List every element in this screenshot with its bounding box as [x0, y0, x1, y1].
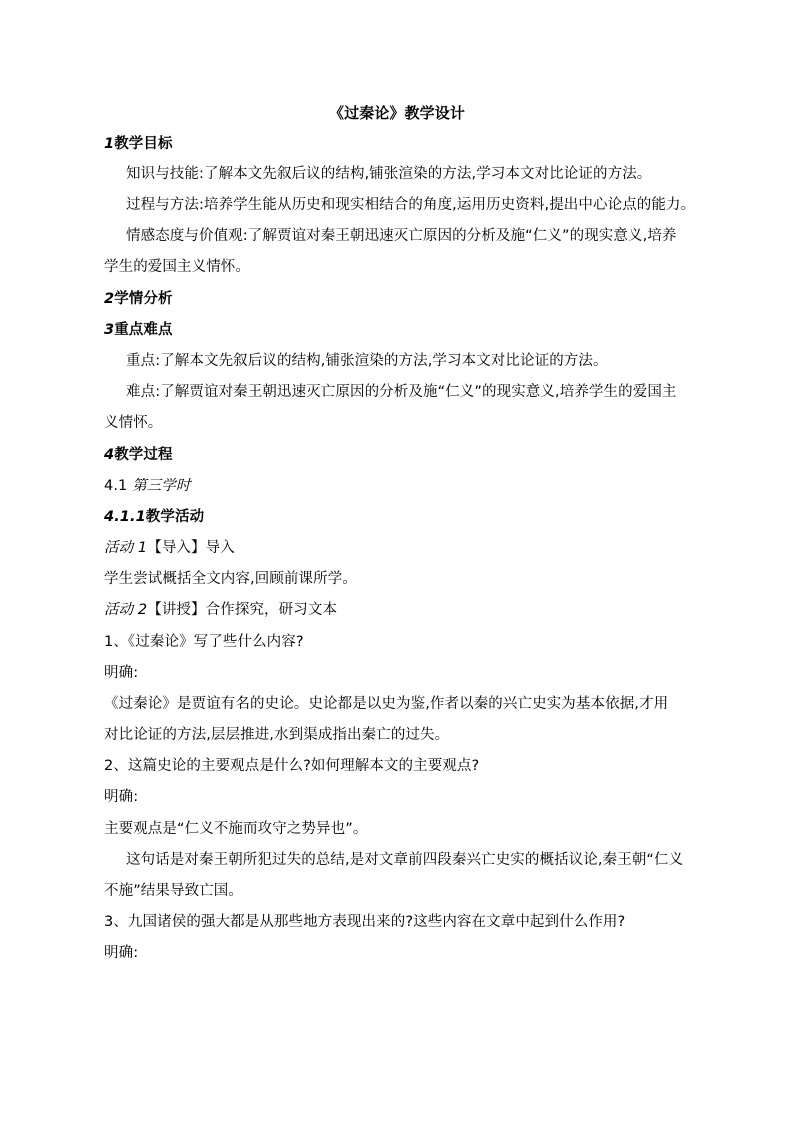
section-1-number: 1: [104, 136, 115, 152]
section-4-1-1-number: 4.1.1: [104, 509, 146, 525]
paragraph-process-method: 过程与方法:培养学生能从历史和现实相结合的角度,运用历史资料,提出中心论点的能力。: [126, 197, 696, 213]
question-3: 3、九国诸侯的强大都是从那些地方表现出来的?这些内容在文章中起到什么作用?: [104, 914, 626, 930]
section-4-title: 教学过程: [114, 447, 173, 463]
answer-1-line-1: 《过秦论》是贾谊有名的史论。史论都是以史为鉴,作者以秦的兴亡史实为基本依据,才用: [104, 696, 669, 712]
document-title: 《过秦论》教学设计: [329, 104, 465, 122]
activity-2-bracket: 【讲授】: [147, 602, 206, 618]
section-4-heading: [104, 445, 173, 465]
paragraph-difficulty-line-2: 义情怀。: [104, 415, 163, 431]
activity-1-paragraph: 学生尝试概括全文内容,回顾前课所学。: [104, 571, 357, 587]
activity-1-bracket: 【导入】: [147, 540, 206, 556]
activity-2-heading: [104, 600, 337, 620]
activity-1-heading: [104, 538, 235, 558]
activity-2-text: 合作探究，研习文本: [205, 602, 338, 618]
activity-1-text: 导入: [205, 540, 235, 556]
section-3-number: 3: [104, 322, 115, 338]
answer-2-paragraph-2-line-1: 这句话是对秦王朝所犯过失的总结,是对文章前四段秦兴亡史实的概括议论,秦王朝“仁义: [126, 852, 684, 868]
paragraph-knowledge-skills: 知识与技能:了解本文先叙后议的结构,铺张渲染的方法,学习本文对比论证的方法。: [126, 166, 652, 182]
section-1-heading: [104, 134, 173, 154]
answer-2-paragraph-2-line-2: 不施”结果导致亡国。: [104, 883, 244, 899]
activity-2-label: 活动 2: [104, 602, 148, 618]
answer-1-label: 明确:: [104, 665, 139, 681]
section-4-1-title: 第三学时: [132, 478, 191, 494]
section-4-1-1-heading: [104, 507, 204, 527]
answer-1-line-2: 对比论证的方法,层层推进,水到渠成指出秦亡的过失。: [104, 727, 450, 743]
paragraph-emotion-line-2: 学生的爱国主义情怀。: [104, 259, 250, 275]
section-4-number: 4: [104, 447, 115, 463]
section-4-1-number: 4.1: [104, 478, 128, 494]
section-4-1-heading: [104, 476, 191, 496]
section-3-title: 重点难点: [114, 322, 173, 338]
paragraph-difficulty-line-1: 难点:了解贾谊对秦王朝迅速灭亡原因的分析及施“仁义”的现实意义,培养学生的爱国主: [126, 384, 677, 400]
section-3-heading: [104, 320, 173, 340]
section-1-title: 教学目标: [114, 136, 173, 152]
section-2-heading: [104, 289, 173, 309]
section-2-number: 2: [104, 291, 115, 307]
activity-1-label: 活动 1: [104, 540, 148, 556]
section-2-title: 学情分析: [114, 291, 173, 307]
section-4-1-1-title: 教学活动: [145, 509, 205, 525]
question-1: 1、《过秦论》写了些什么内容?: [104, 634, 304, 650]
question-2: 2、这篇史论的主要观点是什么?如何理解本文的主要观点?: [104, 758, 480, 774]
paragraph-emotion-line-1: 情感态度与价值观:了解贾谊对秦王朝迅速灭亡原因的分析及施“仁义”的现实意义,培养: [126, 228, 677, 244]
answer-2-label: 明确:: [104, 789, 139, 805]
answer-3-label: 明确:: [104, 945, 139, 961]
paragraph-key-points: 重点:了解本文先叙后议的结构,铺张渲染的方法,学习本文对比论证的方法。: [126, 353, 608, 369]
answer-2-paragraph-1: 主要观点是“仁义不施而攻守之势异也”。: [104, 821, 368, 837]
